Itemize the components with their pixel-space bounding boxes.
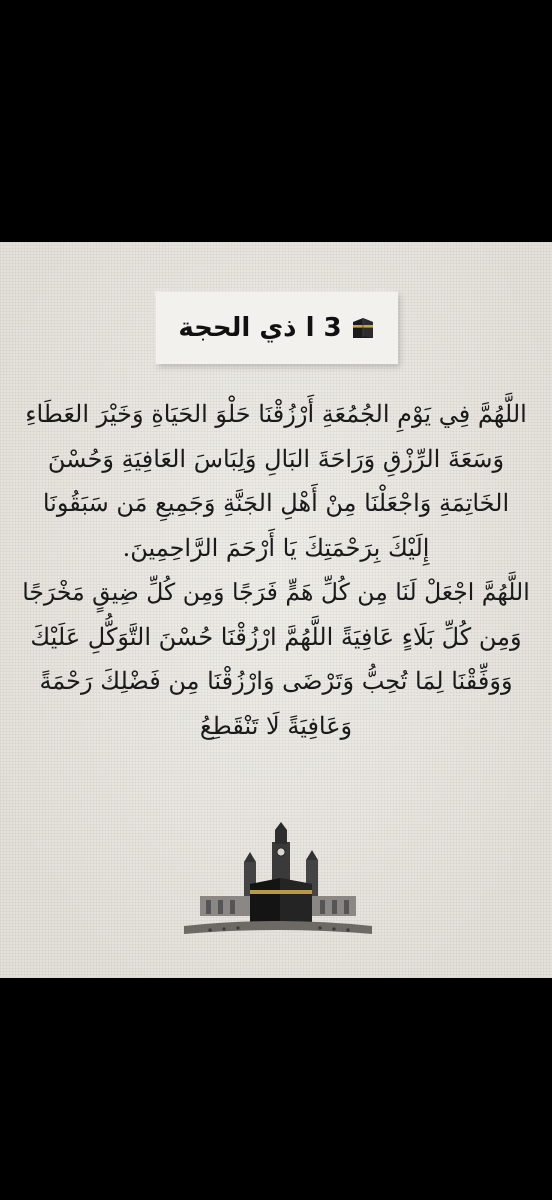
prayer-line: إِلَيْكَ بِرَحْمَتِكَ يَا أَرْحَمَ الرَّاحِمِينَ. [122, 533, 430, 562]
prayer-line: الخَاتِمَةِ وَاجْعَلْنَا مِنْ أَهْلِ الجَنَّةِ وَجَمِيعِ مَن سَبَقُونَا [42, 489, 510, 517]
prayer-line: وَسَعَةَ الرِّزْقِ وَرَاحَةَ البَالِ وَلِبَاسَ العَافِيَةِ وَحُسْنَ [47, 444, 505, 473]
prayer-line: وَمِن كُلِّ بَلَاءٍ عَافِيَةً اللَّهُمَّ ارْزُقْنَا حُسْنَ التَّوَكُّلِ عَلَيْكَ [30, 622, 522, 651]
kaaba-icon [350, 316, 376, 340]
prayer-line: اللَّهُمَّ اجْعَلْ لَنَا مِن كُلِّ هَمٍّ فَرَجًا وَمِن كُلِّ ضِيقٍ مَخْرَجًا [22, 578, 530, 606]
page-title: 3 ا ذي الحجة [178, 313, 342, 343]
kaaba-illustration [180, 822, 376, 942]
prayer-text [22, 392, 530, 748]
prayer-line: اللَّهُمَّ فِي يَوْمِ الجُمُعَةِ أَرْزُقْنَا حَلْوَ الحَيَاةِ وَخَيْرَ العَطَاءِ [25, 400, 527, 428]
prayer-line: وَعَافِيَةً لَا تَنْقَطِعُ [199, 711, 353, 740]
image-card [0, 242, 552, 978]
prayer-line: وَوَفِّقْنَا لِمَا تُحِبُّ وَتَرْضَى وَارْزُقْنَا مِن فَضْلِكَ رَحْمَةً [39, 667, 513, 695]
title-box [156, 292, 398, 364]
